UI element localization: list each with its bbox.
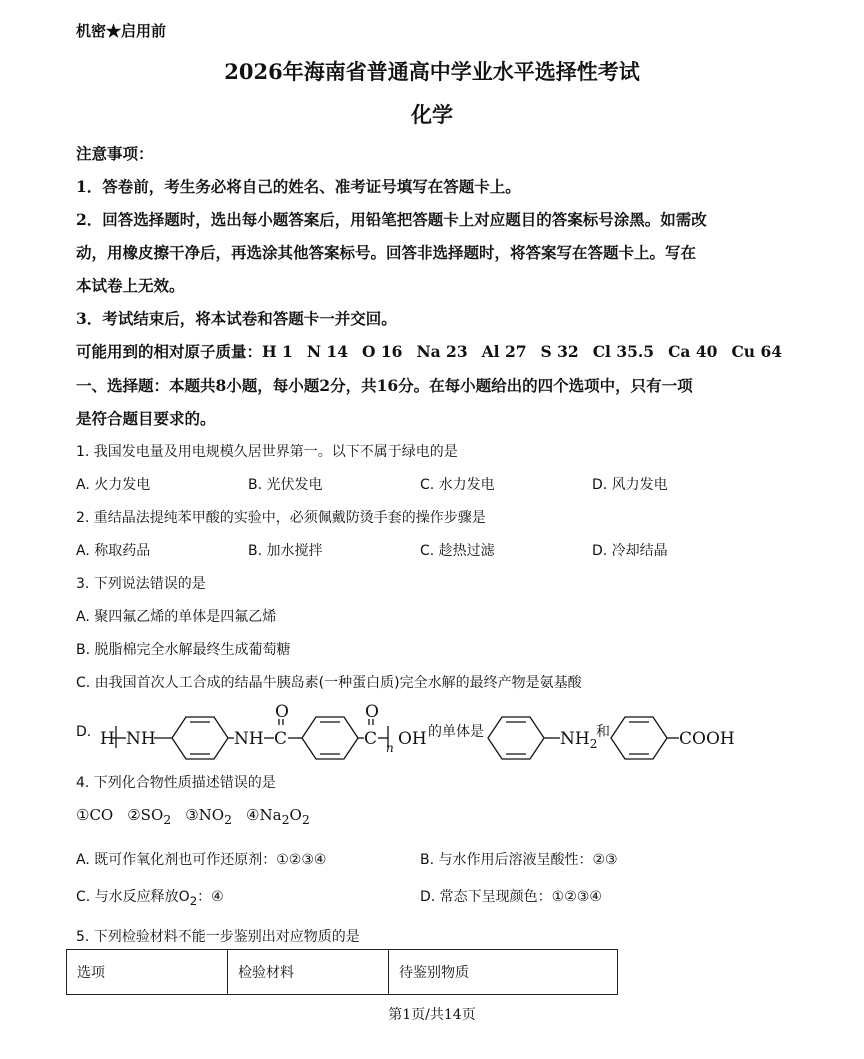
compound-no2: $③NO_2$ [185, 806, 233, 827]
q1-stem: 1. 我国发电量及用电规模久居世界第一。以下不属于绿电的是 [76, 444, 458, 460]
monomer-text: 的单体是 [428, 724, 484, 740]
subject-title: 化学 [411, 102, 453, 127]
benzene-ring-2 [302, 717, 358, 759]
carbonyl-c2: C [364, 729, 378, 749]
nh-mid-group: NH [234, 729, 264, 749]
mass-ca: Ca 40 [668, 342, 718, 361]
mass-h: H 1 [262, 342, 293, 361]
notice-line-2: 2．回答选择题时，选出每小题答案后，用铅笔把答题卡上对应题目的答案标号涂黑。如需改 [76, 210, 707, 229]
q2-option-d: D. 冷却结晶 [592, 543, 668, 559]
compound-co: ①CO [76, 806, 114, 824]
compound-na2o2: $④Na_2O_2$ [246, 806, 310, 827]
notice-line-4: 本试卷上无效。 [76, 276, 185, 295]
exam-title: 2026年海南省普通高中学业水平选择性考试 [224, 59, 640, 84]
benzene-ring-1 [172, 717, 228, 759]
notice-line-3: 动，用橡皮擦干净后，再选涂其他答案标号。回答非选择题时，将答案写在答题卡上。写在 [76, 243, 697, 262]
q1-option-b: B. 光伏发电 [248, 477, 323, 493]
section-line-1: 一、选择题：本题共8小题，每小题2分，共16分。在每小题给出的四个选项中，只有一项 [76, 376, 693, 395]
q3-stem: 3. 下列说法错误的是 [76, 576, 206, 592]
mass-na: Na 23 [416, 342, 468, 361]
q2-option-c: C. 趁热过滤 [420, 543, 495, 559]
carbonyl-o1: O [275, 702, 289, 722]
q4-option-c: C. 与水反应释放$O_2$：④ [76, 889, 224, 908]
q4-option-d: D. 常态下呈现颜色：①②③④ [420, 889, 602, 905]
cooh-group: COOH [679, 729, 735, 749]
benzene-ring-3 [488, 717, 544, 759]
q3-option-c: C. 由我国首次人工合成的结晶牛胰岛素(一种蛋白质)完全水解的最终产物是氨基酸 [76, 675, 582, 691]
nh-left-group: NH [126, 729, 156, 749]
mass-al: Al 27 [481, 342, 527, 361]
atomic-mass-label: 可能用到的相对原子质量： [76, 342, 263, 361]
table-header-substance: 待鉴别物质 [389, 950, 618, 995]
carbonyl-c1: C [274, 729, 288, 749]
confidential-label: 机密★启用前 [76, 22, 167, 40]
notice-line-5: 3．考试结束后，将本试卷和答题卡一并交回。 [76, 309, 397, 328]
and-text: 和 [596, 724, 610, 740]
notice-heading: 注意事项： [76, 144, 154, 163]
atomic-mass-line [76, 340, 782, 362]
compound-so2: $②SO_2$ [127, 806, 172, 827]
q2-option-b: B. 加水搅拌 [248, 543, 323, 559]
mass-n: N 14 [306, 342, 348, 361]
mass-cu: Cu 64 [731, 342, 783, 361]
table-header-material: 检验材料 [228, 950, 389, 995]
q3-option-b: B. 脱脂棉完全水解最终生成葡萄糖 [76, 642, 291, 658]
q1-option-a: A. 火力发电 [76, 477, 151, 493]
table-header-option: 选项 [67, 950, 228, 995]
q3-d-label: D. [76, 724, 92, 740]
section-line-2: 是符合题目要求的。 [76, 409, 216, 428]
table-row [67, 950, 618, 995]
q4-stem: 4. 下列化合物性质描述错误的是 [76, 775, 276, 791]
mass-s: S 32 [540, 342, 579, 361]
q2-stem: 2. 重结晶法提纯苯甲酸的实验中，必须佩戴防烫手套的操作步骤是 [76, 510, 486, 526]
page-number: 第1页/共14页 [388, 1007, 476, 1023]
mass-cl: Cl 35.5 [592, 342, 655, 361]
q1-option-d: D. 风力发电 [592, 477, 668, 493]
mass-o: O 16 [361, 342, 403, 361]
oh-group: OH [398, 729, 427, 749]
q5-table [66, 949, 618, 995]
h-atom: H [100, 729, 115, 749]
q1-option-c: C. 水力发电 [420, 477, 495, 493]
q3-option-a: A. 聚四氟乙烯的单体是四氟乙烯 [76, 609, 277, 625]
carbonyl-o2: O [365, 702, 379, 722]
q4-option-a: A. 既可作氧化剂也可作还原剂：①②③④ [76, 852, 327, 868]
q4-option-b: B. 与水作用后溶液呈酸性：②③ [420, 852, 618, 868]
q2-option-a: A. 称取药品 [76, 543, 151, 559]
q4-compound-list [76, 806, 324, 827]
q3-option-d-structure [76, 700, 776, 770]
notice-line-1: 1．答卷前，考生务必将自己的姓名、准考证号填写在答题卡上。 [76, 177, 521, 196]
q5-stem: 5. 下列检验材料不能一步鉴别出对应物质的是 [76, 929, 360, 945]
repeat-n: n [386, 741, 394, 755]
benzene-ring-4 [611, 717, 667, 759]
nh2-group: $NH_2$ [560, 729, 598, 751]
